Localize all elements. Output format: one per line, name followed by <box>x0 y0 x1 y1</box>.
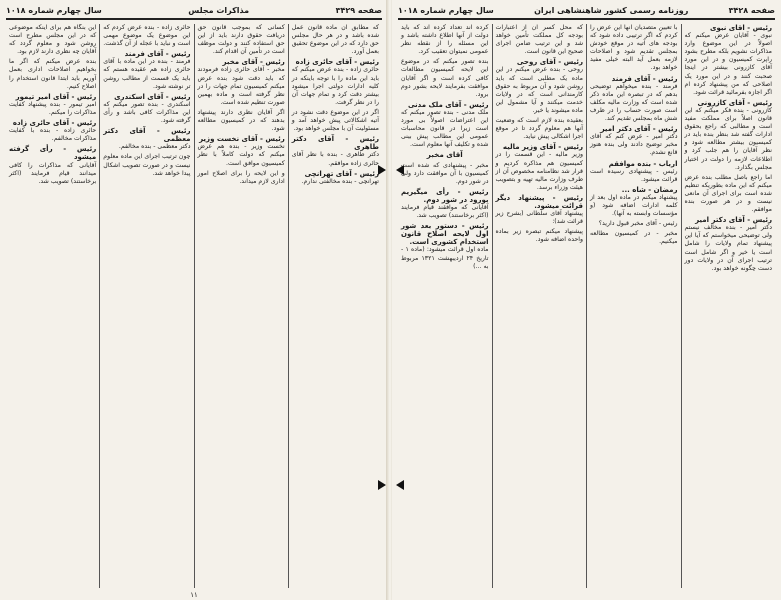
section-title: مذاکرات مجلس <box>188 5 250 15</box>
text-column <box>6 24 99 588</box>
paragraph: کازرونی - بنده فکر میکنم که این قانون اصلاً برای مملکت مفید است و مطالبی که راجع بحقوق ادارات گفته شد بنظر بنده باید در کمیسیون بیشتر مطالعه شود و نظر آقایان را هم جلب کرد و اطلاعات لازمه را دولت در اختیار مجلس بگذارد. <box>684 106 772 171</box>
paragraph: نخست وزیر - بنده هم عرض میکنم که دولت کاملاً با نظر کمیسیون موافق است. <box>197 143 285 167</box>
paragraph: پیشنهاد آقای سلطانی (بشرح زیر قرائت شد): <box>495 210 583 226</box>
paragraph: کسانی که بموجب قانون حق دریافت حقوق دارند باید از این حق استفاده کنند و دولت موظف است در تأمین آن اقدام کند. <box>197 24 285 56</box>
paragraph: فرمند - بنده در این ماده با آقای حائری زاده هم عقیده هستم که باید یک قسمت از مطالب روشن تر نوشته شود. <box>103 58 191 90</box>
page-number-label: صفحه ۳۴۲۹ <box>335 5 382 15</box>
text-column <box>288 24 382 588</box>
text-column <box>586 24 681 588</box>
paragraph: مخبر - آقای حائری زاده فرمودند که باید دقت شود بنده عرض میکنم کمیسیون تمام جهات را در نظر گرفته است و ماده بهمین صورت تنظیم شده است. <box>197 66 285 106</box>
gutter-arrow-mark <box>396 165 404 175</box>
paragraph: و این لایحه را برای اصلاح امور اداری لازم میداند. <box>197 169 285 185</box>
paragraph: ماده اول قرائت میشود: (ماده ۱ - تاریخ ۲۴ اردیبهشت ۱۳۲۱ مربوط به ...) <box>401 246 489 270</box>
left-page-header <box>6 2 382 20</box>
gutter-arrow-mark <box>378 165 386 175</box>
speaker-line: رئیس - آقای فرمند <box>124 50 191 59</box>
paragraph: روحی - بنده عرض میکنم در این ماده یک مطلبی است که باید روشن شود و آن مربوط به حقوق کارمندانی است که در ولایات خدمت میکنند و آیا مشمول این ماده میشوند یا خیر. <box>495 66 583 114</box>
paragraph: حائری زاده - بنده با کفایت مذاکرات مخالفم. <box>9 127 97 143</box>
paragraph: تهرانچی - بنده مخالفتی ندارم. <box>301 177 379 185</box>
speaker-line: رئیس - آقای ملک مدنی <box>407 100 489 109</box>
speaker-line: رئیس - آقای حائری زاده <box>295 58 379 67</box>
speaker-line: رئیس - رأی میگیریم بورود در شور دوم. <box>401 187 489 204</box>
speaker-line: رئیس - آقای دکتر امیر <box>695 216 772 225</box>
paragraph: آقایانی که موافقند قیام فرمایند (اکثر برخاستند) تصویب شد. <box>401 203 489 220</box>
paragraph: که مطابق آن ماده قانون عمل شده باشد و در هر حال مجلس حق دارد که در این موضوع تحقیق بعمل آورد. <box>291 24 379 56</box>
paragraph: چون ترتیب اجرای این ماده معلوم نیست و در صورت تصویب اشکال پیدا خواهد شد. <box>103 153 191 177</box>
left-page-footer-number: ۱۱ <box>190 591 198 599</box>
right-page-header <box>398 2 775 20</box>
paragraph: ملک مدنی - بنده تصور میکنم که این اعتراضات اصولاً بی مورد است زیرا در قانون محاسبات عمومی این مطالب پیش بینی شده و تکلیف آنها معلوم است. <box>401 108 489 149</box>
paragraph: بنده عرض میکنم که اگر ما بخواهیم اصلاحات اداری بعمل آوریم باید ابتدا قانون استخدام را اصلاح کنیم. <box>9 58 97 90</box>
paragraph: رئیس - پیشنهادی رسیده است قرائت میشود. <box>590 167 678 183</box>
paragraph: اما راجع باصل مطلب بنده عرض میکنم که این ماده بطوریکه تنظیم شده است برای اجرای آن مانعی نیست و در هر صورت بنده موافقم. <box>684 173 772 214</box>
gutter-arrow-mark <box>378 480 386 490</box>
left-page-columns <box>6 24 382 588</box>
speaker-line: رمضان - شاه ... <box>621 185 678 194</box>
speaker-line: رئیس - آقای تهرانچی <box>304 169 379 178</box>
speaker-line: رئیس - آقای فرمند <box>611 74 678 83</box>
speaker-line: رئیس - آقای کازرونی <box>697 98 772 107</box>
right-page-columns <box>398 24 775 588</box>
paragraph: فرمند - بنده میخواهم توضیحی بدهم که در تبصره این ماده ذکر شده است که وزارت مالیه مکلف است صورت حساب را در ظرف شش ماه بمجلس تقدیم کند. <box>590 82 678 123</box>
page-number-label: صفحه ۳۴۲۸ <box>728 5 775 15</box>
text-column <box>681 24 776 588</box>
paragraph: دکتر طاهری - بنده با نظر آقای حائری زاده موافقم. <box>291 151 379 167</box>
paragraph: اسکندری - بنده تصور میکنم که این مذاکرات کافی باشد و رأی گرفته شود. <box>103 100 191 125</box>
paragraph: مخبر - پیشنهادی که شده است کمیسیون با آن موافقت دارد ولی در شور دوم. <box>401 161 489 185</box>
speaker-line: رئیس - آقای مخبر <box>222 58 285 67</box>
left-page <box>0 0 389 600</box>
text-column <box>194 24 288 588</box>
paragraph: اگر در این موضوع دقت نشود در آتیه اشکالاتی پیش خواهد آمد و مسئولیت آن با مجلس خواهد بود. <box>291 108 379 133</box>
speaker-line: رئیس - آقای دکتر معظمی <box>103 127 191 144</box>
paragraph: پیشنهاد میکنم تبصره زیر بماده واحده اضافه شود. <box>495 228 583 244</box>
paragraph: رئیس - آقای مخبر قبول دارید؟ <box>598 220 678 228</box>
speaker-line: رئیس - آقای امیر تیمور <box>15 92 97 101</box>
text-column <box>99 24 193 588</box>
speaker-line: رئیس - آقای اسکندری <box>114 92 191 101</box>
paragraph: کرده اند تعداد کرده اند که باید دولت از آنها اطلاع داشته باشد و این مسئله را از نقطه نظر عمومی نمیتوان تعقیب کرد. <box>401 24 489 56</box>
paragraph: اگر آقایان نظری دارند پیشنهاد بدهند که در کمیسیون مطالعه شود. <box>197 108 285 133</box>
paragraph: حائری زاده - بنده عرض کردم که این موضوع یک موضوع مهمی است و نباید با عجله از آن گذشت. <box>103 24 191 48</box>
paragraph: بعقیده بنده لازم است که وضعیت آنها هم معلوم گردد تا در موقع اجرا اشکالی پیش نیاید. <box>495 117 583 141</box>
speaker-line: رئیس - آقای روحی <box>516 58 583 67</box>
paragraph: دکتر امیر - بنده مخالف نیستم ولی توضیحی میخواستم که آیا این پیشنهاد تمام ولایات را شامل است یا خیر و اگر شامل است ترتیب اجرای آن در ولایات دور دست چگونه خواهد بود. <box>684 224 772 272</box>
speaker-line: رئیس - رأی گرفته میشود <box>9 145 97 162</box>
speaker-line: رئیس - آقای وزیر مالیه <box>502 143 583 152</box>
speaker-line: رئیس - آقای نخست وزیر <box>199 135 285 144</box>
speaker-line: رئیس - آقای دکتر طاهری <box>291 135 379 152</box>
speaker-line: رئیس - آقای نبوی <box>710 24 772 32</box>
issue-label: سال چهارم شماره ۱۰۱۸ <box>6 5 102 15</box>
speaker-line: رئیس - آقای حائری زاده <box>12 119 97 128</box>
text-column <box>398 24 492 588</box>
paragraph: که محل کسر آن از اعتبارات بودجه کل مملکت تأمین خواهد شد و این ترتیب ضامن اجرای صحیح این قانون است. <box>495 24 583 56</box>
speaker-line: رئیس - دستور بعد شور اول لایحه اصلاح قانون استخدام کشوری است. <box>401 222 489 247</box>
speaker-line: رئیس - پیشنهاد دیگر قرائت میشود. <box>495 193 583 210</box>
paragraph: دکتر امیر - عرض کنم که آقای مخبر توضیح دادند ولی بنده هنوز قانع نشدم. <box>590 133 678 157</box>
subheading: آقای مخبر <box>426 150 463 160</box>
paragraph: حائری زاده - بنده عرض میکنم که باید این ماده را با توجه باینکه در کلیه ادارات دولتی اجرا میشود بیشتر دقت کرد و تمام جهات آن را در نظر گرفت. <box>291 66 379 106</box>
paragraph: بنده تصور میکنم که در موضوع این لایحه کمیسیون مطالعات کافی کرده است و اگر آقایان موافقت بفرمایند لایحه بشور دوم برود. <box>401 58 489 98</box>
right-page <box>392 0 781 600</box>
paragraph: این بنگاه هم برای اینکه موضوعی که در این مجلس مطرح است روشن شود و معلوم گردد که آقایان چه نظری دارند لازم بود. <box>9 24 97 56</box>
paragraph: نبوی - آقایان عرض میکنم که اصولاً در این موضوع وارد مذاکرات نشویم بلکه مطرح بشود راپرت کمیسیون و در این مورد آقای کازرونی بیشتر در اینجا صحبت کنند و در این مورد یک اصلاحی که من پیشنهاد کرده ام اگر اجازه بفرمائید قرائت شود. <box>684 32 772 96</box>
paragraph: وزیر مالیه - این قسمت را در کمیسیون هم مذاکره کردیم و قرار شد نظامنامه مخصوص آن از طرف وزارت مالیه تهیه و بتصویب هیئت وزراء برسد. <box>495 151 583 191</box>
gutter-arrow-mark <box>396 480 404 490</box>
paragraph: دکتر معظمی - بنده مخالفم. <box>118 143 191 151</box>
newspaper-name: روزنامه رسمی کشور شاهنشاهی ایران <box>534 5 689 15</box>
speaker-line: رئیس - آقای دکتر امیر <box>600 125 678 134</box>
paragraph: پیشنهاد میکنم در ماده اول بعد از کلمه ادارات اضافه شود (و مؤسسات وابسته به آنها). <box>590 193 678 218</box>
issue-label: سال چهارم شماره ۱۰۱۸ <box>398 5 494 15</box>
paragraph: با تعیین متصدیان آنها این عرض را کردم که اگر ترتیبی داده شود که بودجه های آتیه در موقع خودش بمجلس تقدیم شود و اصلاحات لازمه بعمل آید البته خیلی مفید خواهد بود. <box>590 24 678 72</box>
paragraph: آقایانی که مذاکرات را کافی میدانند قیام فرمایند (اکثر برخاستند) تصویب شد. <box>9 161 97 185</box>
speaker-line: ارباب - بنده موافقم <box>608 159 678 168</box>
paragraph: امیر تیمور - بنده پیشنهاد کفایت مذاکرات را میکنم. <box>9 100 97 116</box>
paragraph: مخبر - در کمیسیون مطالعه میکنیم. <box>590 230 678 246</box>
text-column <box>492 24 587 588</box>
